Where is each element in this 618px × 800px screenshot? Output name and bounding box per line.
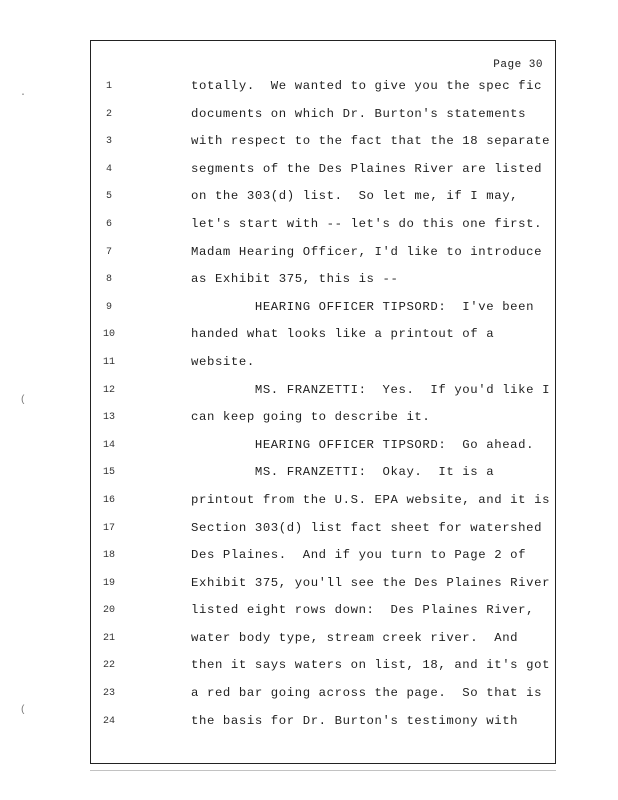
line-number: 15: [102, 467, 115, 479]
transcript-line: [91, 515, 555, 543]
transcript-line: [91, 183, 555, 211]
line-text: with respect to the fact that the 18 separate: [191, 134, 551, 149]
transcript-line: [91, 128, 555, 156]
line-number: 11: [102, 356, 115, 368]
line-number: 7: [105, 246, 112, 258]
line-text: listed eight rows down: Des Plaines River,: [191, 603, 535, 618]
line-number: 22: [102, 660, 115, 672]
footer-rule: [90, 770, 556, 771]
transcript-line: [91, 349, 555, 377]
margin-mark: (: [20, 395, 27, 406]
transcript-line: [91, 294, 555, 322]
line-number: 17: [102, 522, 115, 534]
line-text: website.: [191, 354, 255, 369]
line-text: on the 303(d) list. So let me, if I may,: [191, 189, 519, 204]
transcript-line: [91, 266, 555, 294]
line-number: 13: [102, 412, 115, 424]
transcript-line: [91, 625, 555, 653]
line-number: 20: [102, 605, 115, 617]
line-number: 4: [105, 163, 112, 175]
line-number: 2: [105, 108, 112, 120]
line-number: 16: [102, 494, 115, 506]
transcript-line: [91, 404, 555, 432]
transcript-line: [91, 156, 555, 184]
line-number: 8: [105, 274, 112, 286]
line-text: Des Plaines. And if you turn to Page 2 of: [191, 548, 527, 563]
line-text: handed what looks like a printout of a: [191, 327, 495, 342]
transcript-line: [91, 73, 555, 101]
transcript-line: [91, 708, 555, 736]
line-text: Madam Hearing Officer, I'd like to introduce: [191, 244, 543, 259]
line-text: Exhibit 375, you'll see the Des Plaines River: [191, 575, 551, 590]
line-text: as Exhibit 375, this is --: [191, 272, 399, 287]
transcript-line: [91, 597, 555, 625]
transcript-line: [91, 432, 555, 460]
margin-mark: (: [20, 705, 27, 716]
margin-mark: ·: [20, 90, 27, 101]
line-text: the basis for Dr. Burton's testimony with: [191, 713, 519, 728]
transcript-line: [91, 211, 555, 239]
line-text: totally. We wanted to give you the spec fic: [191, 79, 543, 93]
line-number: 18: [102, 550, 115, 562]
line-text: Section 303(d) list fact sheet for watershed: [191, 520, 543, 535]
line-text: segments of the Des Plaines River are listed: [191, 161, 543, 176]
line-number: 6: [105, 218, 112, 230]
transcript-line: [91, 570, 555, 598]
transcript-line: [91, 239, 555, 267]
line-number: 19: [102, 577, 115, 589]
transcript-line: [91, 680, 555, 708]
line-text: a red bar going across the page. So that is: [191, 686, 543, 701]
transcript-line: [91, 321, 555, 349]
line-number: 14: [102, 439, 115, 451]
line-text: let's start with -- let's do this one first.: [191, 216, 543, 231]
line-number: 10: [102, 329, 115, 341]
line-text: printout from the U.S. EPA website, and it is: [191, 492, 551, 507]
line-number: 23: [102, 688, 115, 700]
transcript-line: [91, 487, 555, 515]
page-number: Page 30: [493, 59, 543, 71]
line-text: MS. FRANZETTI: Okay. It is a: [191, 465, 495, 480]
transcript-page: [90, 40, 556, 764]
line-number: 21: [102, 632, 115, 644]
line-text: MS. FRANZETTI: Yes. If you'd like I: [191, 382, 551, 397]
line-text: HEARING OFFICER TIPSORD: Go ahead.: [191, 437, 535, 452]
line-text: water body type, stream creek river. And: [191, 630, 519, 645]
line-number: 9: [105, 301, 112, 313]
line-text: documents on which Dr. Burton's statements: [191, 106, 527, 121]
transcript-line: [91, 377, 555, 405]
line-text: can keep going to describe it.: [191, 410, 431, 425]
transcript-line: [91, 459, 555, 487]
line-number: 5: [105, 191, 112, 203]
line-number: 12: [102, 384, 115, 396]
line-text: HEARING OFFICER TIPSORD: I've been: [191, 299, 535, 314]
line-number: 3: [105, 136, 112, 148]
transcript-line: [91, 101, 555, 129]
line-number: 1: [105, 81, 112, 92]
transcript-lines: [91, 73, 555, 735]
transcript-line: [91, 542, 555, 570]
line-number: 24: [102, 715, 115, 727]
transcript-line: [91, 652, 555, 680]
line-text: then it says waters on list, 18, and it's got: [191, 658, 551, 673]
